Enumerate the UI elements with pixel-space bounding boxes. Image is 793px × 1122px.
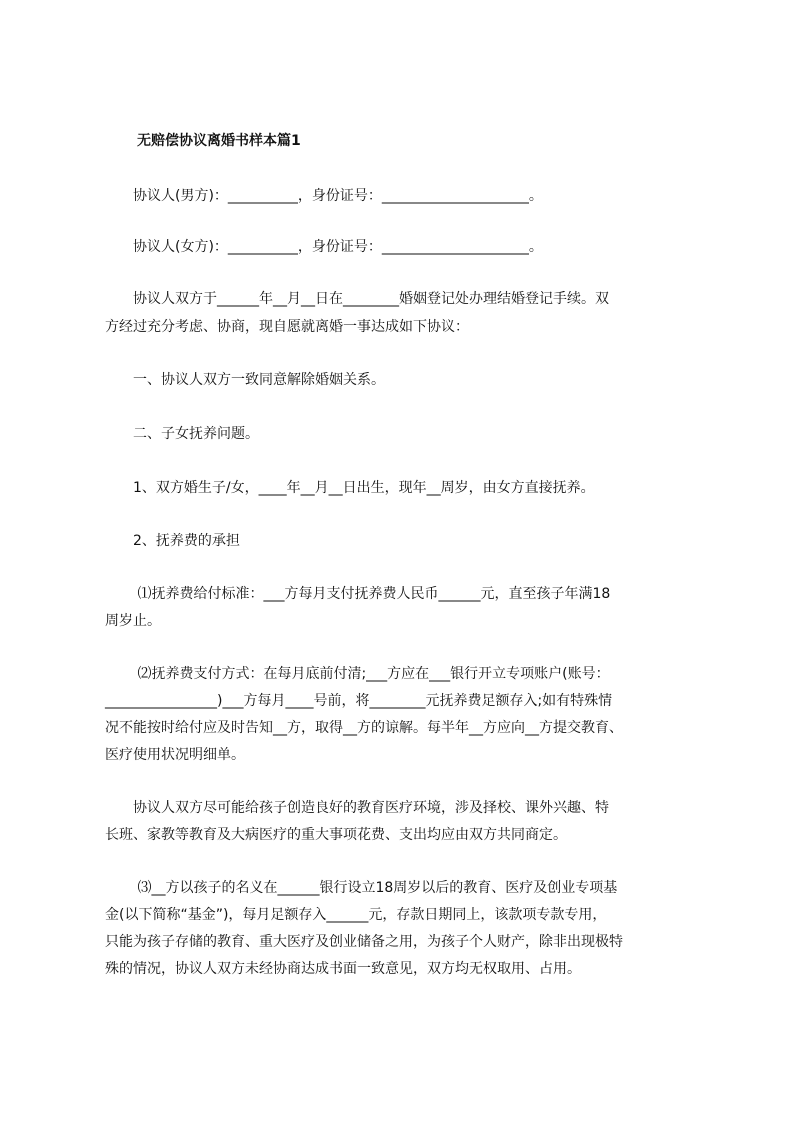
- paragraph-line: ⑶__方以孩子的名义在______银行设立18周岁以后的教育、医疗及创业专项基: [105, 880, 618, 896]
- paragraph-line: 协议人(女方)：__________，身份证号：_____________________。: [105, 239, 543, 255]
- paragraph-line: 长班、家教等教育及大病医疗的重大事项花费、支出均应由双方共同商定。: [105, 827, 567, 843]
- paragraph-line: 2、抚养费的承担: [105, 533, 240, 549]
- paragraph-line: 一、协议人双方一致同意解除婚姻关系。: [105, 372, 385, 388]
- paragraph-line: 1、双方婚生子/女，____年__月__日出生，现年__周岁，由女方直接抚养。: [105, 480, 595, 496]
- paragraph-line: 方经过充分考虑、协商，现自愿就离婚一事达成如下协议：: [105, 319, 469, 335]
- paragraph-line: 协议人双方于______年__月__日在________婚姻登记处办理结婚登记手续。双: [105, 291, 609, 307]
- paragraph-line: 协议人双方尽可能给孩子创造良好的教育医疗环境，涉及择校、课外兴趣、特: [105, 800, 609, 816]
- paragraph-line: 协议人(男方)：__________，身份证号：_____________________。: [105, 188, 543, 204]
- paragraph-line: 只能为孩子存储的教育、重大医疗及创业储备之用，为孩子个人财产，除非出现极特: [105, 934, 623, 950]
- paragraph-line: 殊的情况，协议人双方未经协商达成书面一致意见，双方均无权取用、占用。: [105, 961, 581, 977]
- paragraph-line: ⑵抚养费支付方式：在每月底前付清;___方应在___银行开立专项账户(账号：: [105, 666, 610, 682]
- paragraph-line: ⑴抚养费给付标准：___方每月支付抚养费人民币______元，直至孩子年满18: [105, 586, 611, 602]
- paragraph-line: ________________)___方每月____号前，将________元抚养费足额存入;如有特殊情: [105, 693, 613, 709]
- paragraph-line: 金(以下简称“基金”)，每月足额存入______元，存款日期同上，该款项专款专用，: [105, 907, 607, 923]
- paragraph-line: 周岁止。: [105, 613, 161, 629]
- document-title: 无赔偿协议离婚书样本篇1: [137, 133, 301, 149]
- paragraph-line: 况不能按时给付应及时告知__方，取得__方的谅解。每半年__方应向__方提交教育、: [105, 720, 623, 736]
- paragraph-line: 二、子女抚养问题。: [105, 426, 259, 442]
- paragraph-line: 医疗使用状况明细单。: [105, 747, 245, 763]
